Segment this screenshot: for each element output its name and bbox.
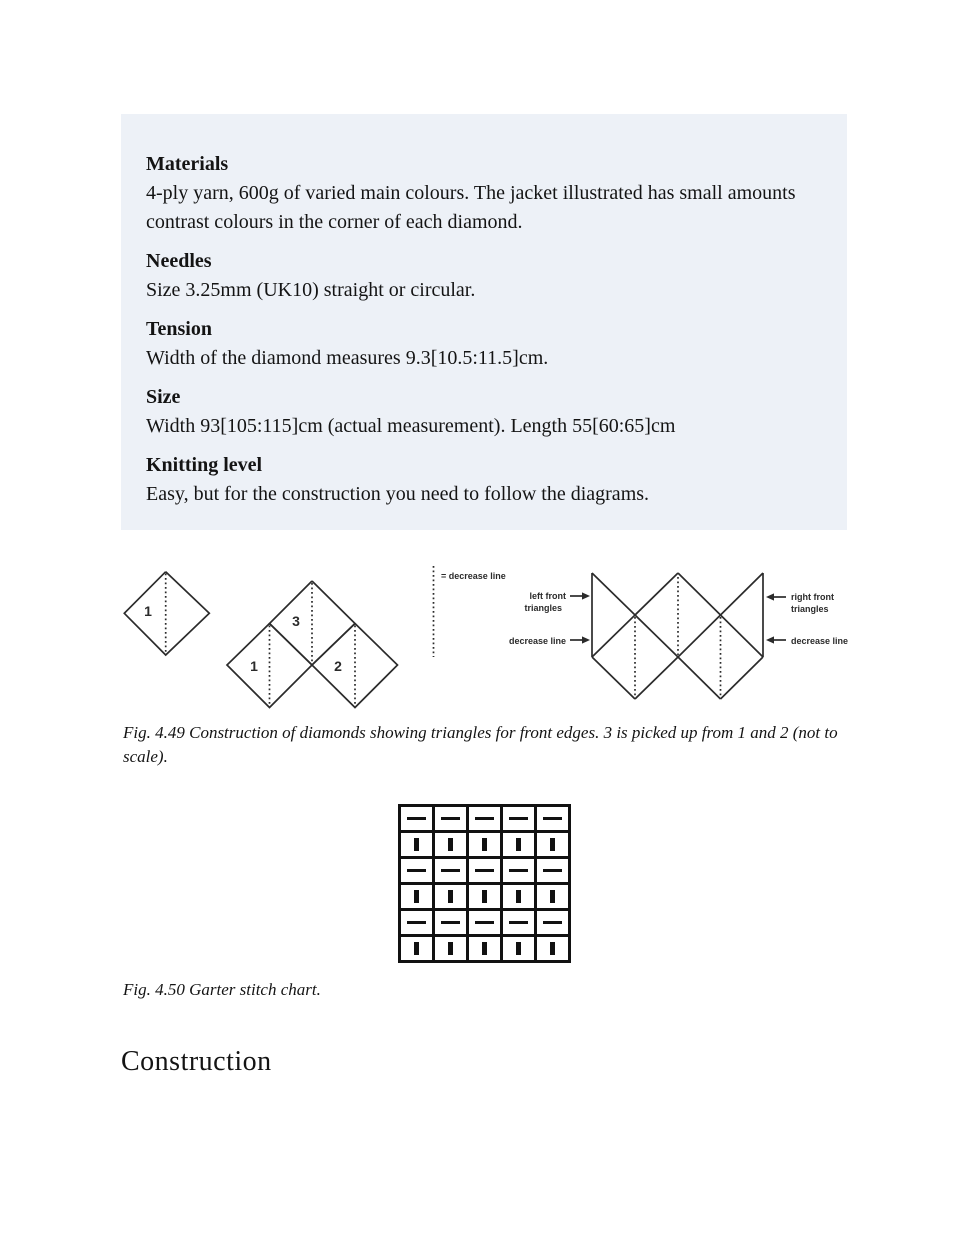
- garter-cell: [400, 806, 434, 832]
- garter-cell: [434, 936, 468, 962]
- garter-cell: [468, 858, 502, 884]
- diamond-1-label: 1: [250, 658, 258, 674]
- garter-cell: [468, 832, 502, 858]
- tension-section: [146, 315, 827, 373]
- dash-symbol: [441, 817, 460, 821]
- dash-symbol: [509, 921, 528, 925]
- garter-cell: [502, 832, 536, 858]
- dash-symbol: [441, 869, 460, 873]
- dash-symbol: [543, 921, 562, 925]
- garter-cell: [536, 936, 570, 962]
- decrease-line-legend: [434, 566, 506, 657]
- garter-cell: [536, 884, 570, 910]
- knitting-level-body: Easy, but for the construction you need to follow the diagrams.: [146, 483, 650, 505]
- garter-cell: [536, 858, 570, 884]
- garter-cell: [400, 910, 434, 936]
- left-front-annotation: [524, 591, 590, 613]
- dash-symbol: [407, 921, 426, 925]
- fig-449-diagram: [110, 560, 870, 712]
- garter-cell: [468, 910, 502, 936]
- bar-symbol: [482, 942, 488, 955]
- dash-symbol: [543, 869, 562, 873]
- dash-symbol: [475, 817, 494, 821]
- bar-symbol: [482, 890, 488, 903]
- knitting-level-heading: Knitting level: [146, 454, 263, 476]
- dash-symbol: [475, 921, 494, 925]
- tension-heading: Tension: [146, 318, 212, 340]
- materials-body: 4-ply yarn, 600g of varied main colours. The jacket illustrated has small amounts contrast colours in the corner of each diamond.: [146, 182, 796, 233]
- left-front-label-line1: left front: [529, 591, 566, 601]
- tension-body: Width of the diamond measures 9.3[10.5:11.5]cm.: [146, 347, 549, 369]
- bar-symbol: [414, 838, 420, 851]
- garter-cell: [468, 806, 502, 832]
- garter-cell: [400, 832, 434, 858]
- dash-symbol: [543, 817, 562, 821]
- garter-cell: [502, 884, 536, 910]
- triple-diamond-group: [227, 581, 398, 708]
- garter-cell: [434, 910, 468, 936]
- left-front-label-line2: triangles: [524, 603, 562, 613]
- diamond-strip-diagram: [592, 573, 763, 699]
- fig-450-caption: Fig. 4.50 Garter stitch chart.: [123, 980, 321, 999]
- garter-cell: [434, 884, 468, 910]
- garter-cell: [434, 832, 468, 858]
- garter-cell: [536, 806, 570, 832]
- dash-symbol: [509, 817, 528, 821]
- garter-row: [400, 858, 570, 884]
- dash-symbol: [441, 921, 460, 925]
- bar-symbol: [448, 942, 454, 955]
- bar-symbol: [516, 890, 522, 903]
- dash-symbol: [407, 869, 426, 873]
- right-front-label-line2: triangles: [791, 604, 829, 614]
- legend-text: = decrease line: [441, 571, 506, 581]
- needles-heading: Needles: [146, 250, 212, 272]
- garter-cell: [400, 858, 434, 884]
- size-body: Width 93[105:115]cm (actual measurement). Length 55[60:65]cm: [146, 415, 676, 437]
- garter-row: [400, 884, 570, 910]
- right-decrease-label: decrease line: [791, 636, 849, 646]
- left-decrease-label: decrease line: [508, 636, 566, 646]
- size-heading: Size: [146, 386, 181, 408]
- construction-heading: Construction: [121, 1046, 272, 1077]
- bar-symbol: [448, 890, 454, 903]
- left-decrease-annotation: [509, 636, 590, 646]
- garter-cell: [468, 884, 502, 910]
- needles-section: [146, 247, 827, 305]
- pattern-info-box: [121, 114, 847, 530]
- garter-row: [400, 806, 570, 832]
- garter-cell: [400, 884, 434, 910]
- garter-cell: [502, 910, 536, 936]
- diamond-3-label: 3: [292, 613, 300, 629]
- size-section: [146, 383, 827, 441]
- dash-symbol: [407, 817, 426, 821]
- garter-cell: [502, 858, 536, 884]
- left-arrowhead-icon: [766, 593, 774, 600]
- right-arrowhead-icon: [582, 592, 590, 599]
- garter-row: [400, 936, 570, 962]
- garter-cell: [502, 806, 536, 832]
- garter-cell: [434, 806, 468, 832]
- right-front-annotation: [766, 592, 834, 614]
- dash-symbol: [475, 869, 494, 873]
- garter-cell: [536, 910, 570, 936]
- bar-symbol: [482, 838, 488, 851]
- left-arrowhead-icon: [766, 636, 774, 643]
- bar-symbol: [550, 942, 556, 955]
- diamond-1-label: 1: [144, 603, 152, 619]
- bar-symbol: [550, 890, 556, 903]
- materials-section: [146, 150, 827, 237]
- garter-row: [400, 832, 570, 858]
- right-arrowhead-icon: [582, 636, 590, 643]
- bar-symbol: [414, 942, 420, 955]
- bar-symbol: [516, 942, 522, 955]
- garter-cell: [434, 858, 468, 884]
- garter-cell: [400, 936, 434, 962]
- right-decrease-annotation: [766, 636, 848, 646]
- right-front-label-line1: right front: [791, 592, 834, 602]
- garter-cell: [468, 936, 502, 962]
- bar-symbol: [448, 838, 454, 851]
- bar-symbol: [516, 838, 522, 851]
- bar-symbol: [414, 890, 420, 903]
- garter-stitch-chart: [398, 804, 571, 963]
- garter-row: [400, 910, 570, 936]
- diamond-2-label: 2: [334, 658, 342, 674]
- bar-symbol: [550, 838, 556, 851]
- dash-symbol: [509, 869, 528, 873]
- garter-cell: [502, 936, 536, 962]
- knitting-level-section: [146, 451, 827, 509]
- fig-449-caption: Fig. 4.49 Construction of diamonds showing triangles for front edges. 3 is picked up from 1 and 2 (not to scale).: [123, 723, 838, 766]
- materials-heading: Materials: [146, 153, 229, 175]
- single-diamond: [124, 572, 209, 655]
- garter-cell: [536, 832, 570, 858]
- needles-body: Size 3.25mm (UK10) straight or circular.: [146, 279, 476, 301]
